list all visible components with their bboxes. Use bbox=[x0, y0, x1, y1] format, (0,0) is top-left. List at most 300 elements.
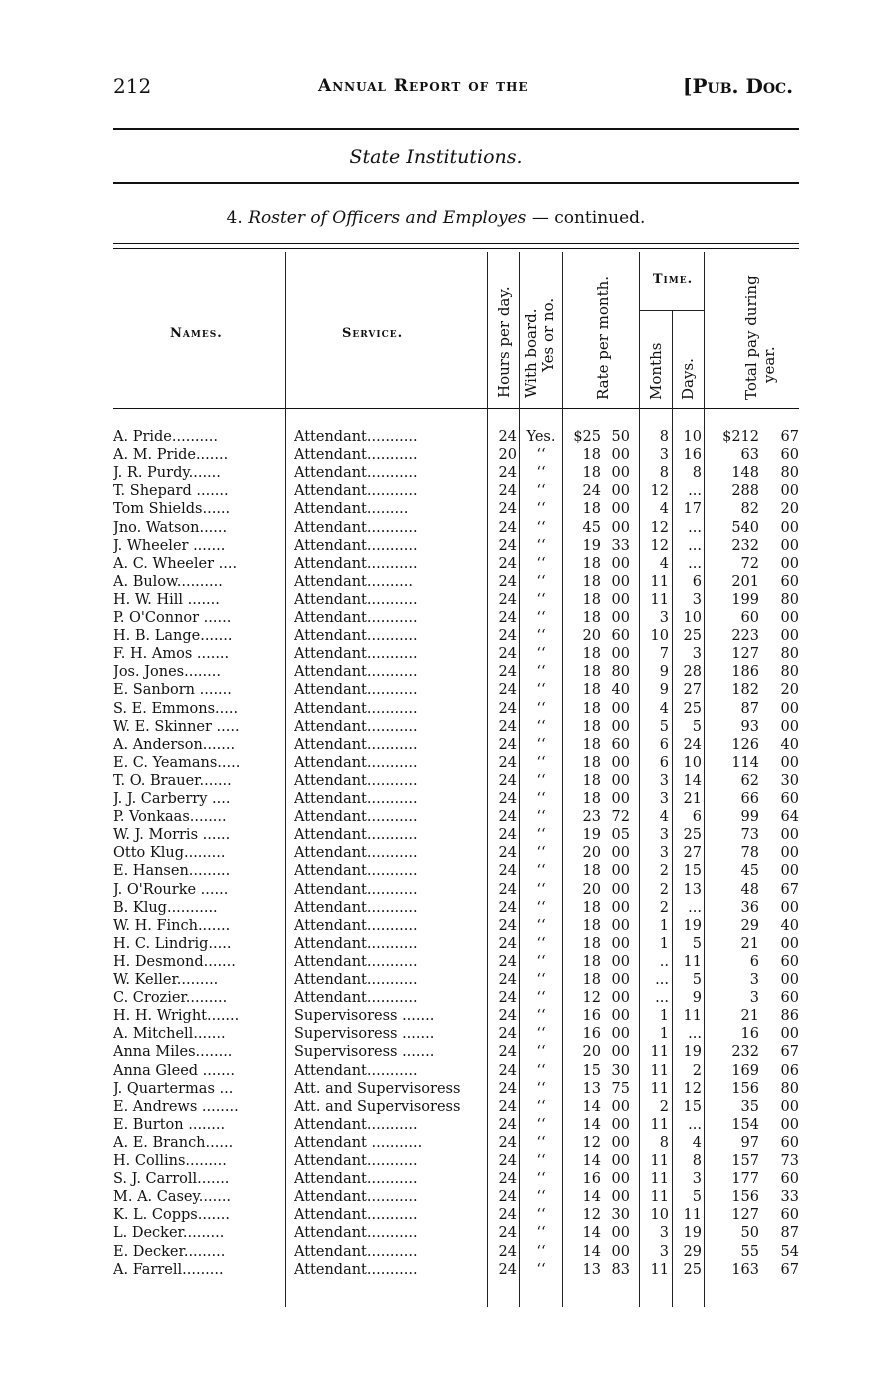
cell-board: ‘‘ bbox=[536, 1261, 546, 1278]
cell-board: ‘‘ bbox=[536, 483, 546, 500]
cell-days: 19 bbox=[683, 1044, 702, 1061]
cell-name: A. Anderson....... bbox=[113, 736, 236, 753]
cell-hours: 24 bbox=[498, 700, 517, 717]
cell-board: ‘‘ bbox=[536, 700, 546, 717]
cell-total-cents: 67 bbox=[780, 881, 799, 898]
cell-days: 6 bbox=[692, 809, 702, 826]
cell-rate-dollars: 20 bbox=[582, 845, 601, 862]
cell-name: E. Andrews ........ bbox=[113, 1098, 239, 1115]
cell-total-dollars: 126 bbox=[731, 736, 759, 753]
cell-rate-dollars: 12 bbox=[582, 1207, 601, 1224]
cell-total-dollars: 63 bbox=[740, 447, 759, 464]
cell-months: 8 bbox=[659, 429, 669, 445]
cell-name: T. O. Brauer....... bbox=[113, 772, 232, 789]
cell-board: ‘‘ bbox=[536, 447, 546, 464]
cell-rate-dollars: 14 bbox=[582, 1153, 601, 1169]
cell-hours: 24 bbox=[498, 772, 517, 789]
cell-hours: 24 bbox=[498, 791, 517, 807]
cell-hours: 24 bbox=[498, 1116, 517, 1133]
cell-total-cents: 80 bbox=[780, 591, 799, 608]
cell-service: Attendant........... bbox=[294, 718, 418, 735]
cell-board: ‘‘ bbox=[536, 537, 546, 554]
cell-hours: 24 bbox=[498, 555, 517, 572]
cell-service: Attendant........... bbox=[294, 1207, 418, 1224]
col-hours: Hours per day. bbox=[495, 286, 513, 398]
cell-hours: 24 bbox=[498, 591, 517, 608]
cell-name: W. J. Morris ...... bbox=[113, 827, 231, 844]
cell-months: .. bbox=[659, 953, 669, 970]
cell-months: 3 bbox=[659, 791, 669, 807]
cell-total-cents: 54 bbox=[780, 1243, 799, 1260]
cell-months: 7 bbox=[659, 646, 669, 663]
cell-total-cents: 60 bbox=[780, 1207, 799, 1224]
cell-total-cents: 80 bbox=[780, 646, 799, 663]
page-number: 212 bbox=[113, 74, 152, 98]
cell-name: L. Decker......... bbox=[113, 1225, 225, 1242]
cell-board: ‘‘ bbox=[536, 1153, 546, 1169]
cell-rate-cents: 00 bbox=[611, 610, 630, 626]
cell-name: E. C. Yeamans..... bbox=[113, 754, 241, 771]
cell-total-dollars: 182 bbox=[731, 682, 759, 699]
cell-days: ... bbox=[688, 483, 702, 500]
cell-total-cents: 60 bbox=[780, 447, 799, 464]
cell-service: Attendant.......... bbox=[294, 573, 413, 590]
cell-total-cents: 00 bbox=[780, 827, 799, 844]
cell-total-dollars: 60 bbox=[740, 610, 759, 626]
cell-days: ... bbox=[688, 899, 702, 916]
cell-board: ‘‘ bbox=[536, 1008, 546, 1025]
cell-rate-dollars: 18 bbox=[582, 573, 601, 590]
table-row bbox=[0, 700, 872, 718]
table-row bbox=[0, 1025, 872, 1043]
cell-service: Attendant........... bbox=[294, 899, 418, 916]
cell-service: Supervisoress ....... bbox=[294, 1044, 435, 1061]
cell-hours: 24 bbox=[498, 1080, 517, 1097]
cell-days: 27 bbox=[683, 845, 702, 862]
cell-service: Attendant........... bbox=[294, 953, 418, 970]
cell-name: E. Burton ........ bbox=[113, 1116, 226, 1133]
cell-months: 3 bbox=[659, 845, 669, 862]
col-months: Months bbox=[647, 342, 665, 400]
cell-days: 3 bbox=[692, 646, 702, 663]
cell-rate-cents: 00 bbox=[611, 1134, 630, 1151]
cell-days: 3 bbox=[692, 591, 702, 608]
cell-name: C. Crozier......... bbox=[113, 990, 228, 1007]
cell-hours: 24 bbox=[498, 953, 517, 970]
cell-total-dollars: 21 bbox=[740, 1008, 759, 1025]
cell-hours: 24 bbox=[498, 863, 517, 880]
cell-hours: 24 bbox=[498, 465, 517, 482]
cell-rate-cents: 00 bbox=[611, 899, 630, 916]
cell-rate-dollars: 18 bbox=[582, 700, 601, 717]
cell-service: Attendant........... bbox=[294, 863, 418, 880]
running-header bbox=[0, 74, 872, 106]
cell-service: Attendant........... bbox=[294, 809, 418, 826]
cell-rate-cents: 00 bbox=[611, 447, 630, 464]
table-row bbox=[0, 537, 872, 555]
table-row bbox=[0, 519, 872, 537]
cell-months: 11 bbox=[650, 1189, 669, 1206]
cell-rate-dollars: 14 bbox=[582, 1243, 601, 1260]
cell-hours: 24 bbox=[498, 899, 517, 916]
cell-total-dollars: 87 bbox=[740, 700, 759, 717]
cell-hours: 24 bbox=[498, 628, 517, 645]
cell-total-dollars: 127 bbox=[731, 646, 759, 663]
cell-service: Attendant........... bbox=[294, 682, 418, 699]
cell-service: Attendant........... bbox=[294, 555, 418, 572]
cell-service: Attendant........... bbox=[294, 610, 418, 626]
cell-total-cents: 00 bbox=[780, 555, 799, 572]
cell-service: Attendant........... bbox=[294, 935, 418, 952]
cell-board: ‘‘ bbox=[536, 899, 546, 916]
cell-total-dollars: 156 bbox=[731, 1080, 759, 1097]
cell-rate-cents: 00 bbox=[611, 791, 630, 807]
table-row bbox=[0, 808, 872, 826]
cell-hours: 24 bbox=[498, 1261, 517, 1278]
cell-days: 5 bbox=[692, 935, 702, 952]
cell-total-cents: 00 bbox=[780, 610, 799, 626]
cell-board: ‘‘ bbox=[536, 935, 546, 952]
cell-months: 9 bbox=[659, 682, 669, 699]
table-row bbox=[0, 826, 872, 844]
cell-service: Attendant........... bbox=[294, 845, 418, 862]
cell-total-dollars: 3 bbox=[749, 990, 759, 1007]
cell-rate-dollars: 20 bbox=[582, 1044, 601, 1061]
section-rule bbox=[113, 182, 799, 184]
cell-board: ‘‘ bbox=[536, 1044, 546, 1061]
cell-board: ‘‘ bbox=[536, 791, 546, 807]
cell-days: ... bbox=[688, 555, 702, 572]
cell-name: W. Keller......... bbox=[113, 972, 219, 988]
cell-days: 25 bbox=[683, 1261, 702, 1278]
cell-rate-cents: 00 bbox=[611, 465, 630, 482]
cell-days: ... bbox=[688, 1026, 702, 1043]
cell-total-cents: 67 bbox=[780, 1044, 799, 1061]
cell-service: Supervisoress ....... bbox=[294, 1026, 435, 1043]
cell-board: ‘‘ bbox=[536, 1098, 546, 1115]
section-title: State Institutions. bbox=[349, 146, 523, 168]
cell-rate-dollars: 15 bbox=[582, 1062, 601, 1079]
cell-service: Attendant........... bbox=[294, 1261, 418, 1278]
cell-months: 11 bbox=[650, 1153, 669, 1169]
cell-rate-cents: 00 bbox=[611, 1098, 630, 1115]
cell-total-cents: 80 bbox=[780, 465, 799, 482]
cell-board: ‘‘ bbox=[536, 1116, 546, 1133]
cell-hours: 24 bbox=[498, 519, 517, 536]
cell-board: ‘‘ bbox=[536, 664, 546, 681]
cell-rate-cents: 00 bbox=[611, 953, 630, 970]
cell-days: 24 bbox=[683, 736, 702, 753]
cell-name: Anna Gleed ....... bbox=[113, 1062, 235, 1079]
cell-total-cents: 64 bbox=[780, 809, 799, 826]
table-row bbox=[0, 1080, 872, 1098]
cell-total-cents: 06 bbox=[780, 1062, 799, 1079]
cell-hours: 24 bbox=[498, 664, 517, 681]
cell-rate-cents: 00 bbox=[611, 1243, 630, 1260]
cell-months: 2 bbox=[659, 863, 669, 880]
cell-days: 10 bbox=[683, 754, 702, 771]
cell-total-dollars: 232 bbox=[731, 1044, 759, 1061]
cell-name: J. O'Rourke ...... bbox=[113, 881, 229, 898]
table-row bbox=[0, 862, 872, 880]
cell-total-dollars: 16 bbox=[740, 1026, 759, 1043]
cell-months: 1 bbox=[659, 1026, 669, 1043]
cell-service: Attendant........... bbox=[294, 1171, 418, 1188]
table-row bbox=[0, 935, 872, 953]
cell-rate-cents: 00 bbox=[611, 1044, 630, 1061]
cell-total-dollars: 6 bbox=[749, 953, 759, 970]
header-bottom-rule bbox=[113, 408, 799, 409]
cell-name: A. E. Branch...... bbox=[113, 1134, 234, 1151]
cell-name: Jos. Jones........ bbox=[113, 664, 221, 681]
cell-total-cents: 60 bbox=[780, 1134, 799, 1151]
cell-rate-cents: 00 bbox=[611, 881, 630, 898]
cell-total-dollars: 3 bbox=[749, 972, 759, 988]
cell-rate-dollars: 19 bbox=[582, 537, 601, 554]
cell-months: 3 bbox=[659, 610, 669, 626]
cell-hours: 24 bbox=[498, 1008, 517, 1025]
cell-rate-dollars: 18 bbox=[582, 917, 601, 934]
cell-total-dollars: 232 bbox=[731, 537, 759, 554]
cell-name: P. Vonkaas........ bbox=[113, 809, 227, 826]
table-row bbox=[0, 1188, 872, 1206]
cell-total-dollars: 114 bbox=[731, 754, 759, 771]
cell-service: Attendant........... bbox=[294, 483, 418, 500]
cell-rate-cents: 00 bbox=[611, 1008, 630, 1025]
cell-total-dollars: 223 bbox=[731, 628, 759, 645]
cell-months: 1 bbox=[659, 917, 669, 934]
table-row bbox=[0, 844, 872, 862]
cell-days: 14 bbox=[683, 772, 702, 789]
cell-service: Attendant........... bbox=[294, 972, 418, 988]
cell-hours: 24 bbox=[498, 917, 517, 934]
cell-name: A. Mitchell....... bbox=[113, 1026, 226, 1043]
cell-total-cents: 00 bbox=[780, 537, 799, 554]
cell-service: Attendant........... bbox=[294, 519, 418, 536]
cell-service: Attendant........... bbox=[294, 429, 418, 445]
cell-board: ‘‘ bbox=[536, 1080, 546, 1097]
cell-months: 4 bbox=[659, 809, 669, 826]
cell-rate-cents: 00 bbox=[611, 591, 630, 608]
cell-total-dollars: 540 bbox=[731, 519, 759, 536]
cell-rate-dollars: 14 bbox=[582, 1116, 601, 1133]
cell-rate-dollars: 12 bbox=[582, 1134, 601, 1151]
cell-total-cents: 60 bbox=[780, 573, 799, 590]
cell-days: 3 bbox=[692, 1171, 702, 1188]
cell-hours: 24 bbox=[498, 1171, 517, 1188]
cell-days: 5 bbox=[692, 972, 702, 988]
cell-name: M. A. Casey....... bbox=[113, 1189, 232, 1206]
cell-service: Attendant........... bbox=[294, 1116, 418, 1133]
table-row bbox=[0, 1062, 872, 1080]
cell-service: Attendant........... bbox=[294, 881, 418, 898]
table-row bbox=[0, 953, 872, 971]
cell-months: 3 bbox=[659, 1243, 669, 1260]
cell-rate-cents: 00 bbox=[611, 1116, 630, 1133]
cell-days: 10 bbox=[683, 610, 702, 626]
cell-rate-dollars: 16 bbox=[582, 1008, 601, 1025]
cell-total-cents: 00 bbox=[780, 1098, 799, 1115]
table-top-rule bbox=[113, 243, 799, 244]
cell-total-cents: 00 bbox=[780, 628, 799, 645]
cell-hours: 24 bbox=[498, 845, 517, 862]
cell-rate-cents: 00 bbox=[611, 772, 630, 789]
cell-rate-cents: 00 bbox=[611, 646, 630, 663]
cell-total-dollars: 50 bbox=[740, 1225, 759, 1242]
cell-name: H. C. Lindrig..... bbox=[113, 935, 232, 952]
running-right: [Pub. Doc. bbox=[683, 74, 794, 98]
top-rule bbox=[113, 128, 799, 130]
cell-total-cents: 00 bbox=[780, 863, 799, 880]
cell-rate-dollars: 18 bbox=[582, 610, 601, 626]
cell-months: 12 bbox=[650, 537, 669, 554]
cell-board: ‘‘ bbox=[536, 1225, 546, 1242]
cell-hours: 24 bbox=[498, 610, 517, 626]
cell-total-cents: 00 bbox=[780, 1116, 799, 1133]
cell-days: 2 bbox=[692, 1062, 702, 1079]
cell-rate-cents: 00 bbox=[611, 972, 630, 988]
cell-total-cents: 00 bbox=[780, 754, 799, 771]
cell-rate-dollars: 12 bbox=[582, 990, 601, 1007]
cell-total-cents: 87 bbox=[780, 1225, 799, 1242]
table-row bbox=[0, 754, 872, 772]
cell-rate-cents: 05 bbox=[611, 827, 630, 844]
table-row bbox=[0, 1224, 872, 1242]
cell-months: 2 bbox=[659, 1098, 669, 1115]
cell-total-cents: 86 bbox=[780, 1008, 799, 1025]
cell-hours: 20 bbox=[498, 447, 517, 464]
cell-total-cents: 00 bbox=[780, 845, 799, 862]
cell-board: ‘‘ bbox=[536, 1062, 546, 1079]
cell-name: H. W. Hill ....... bbox=[113, 591, 220, 608]
cell-rate-cents: 00 bbox=[611, 863, 630, 880]
cell-months: 3 bbox=[659, 772, 669, 789]
running-title: Annual Report of the bbox=[318, 76, 529, 96]
cell-months: 8 bbox=[659, 465, 669, 482]
cell-rate-cents: 00 bbox=[611, 935, 630, 952]
cell-months: 6 bbox=[659, 736, 669, 753]
col-service: Service. bbox=[342, 326, 404, 341]
cell-months: 5 bbox=[659, 718, 669, 735]
cell-total-dollars: 288 bbox=[731, 483, 759, 500]
cell-board: ‘‘ bbox=[536, 917, 546, 934]
cell-rate-dollars: 18 bbox=[582, 935, 601, 952]
col-total-2: year. bbox=[760, 346, 778, 383]
cell-name: Jno. Watson...... bbox=[113, 519, 228, 536]
cell-service: Attendant........... bbox=[294, 1062, 418, 1079]
cell-total-dollars: 78 bbox=[740, 845, 759, 862]
cell-hours: 24 bbox=[498, 1134, 517, 1151]
cell-days: 11 bbox=[683, 953, 702, 970]
cell-board: ‘‘ bbox=[536, 718, 546, 735]
col-rate: Rate per month. bbox=[594, 275, 612, 400]
cell-total-dollars: 169 bbox=[731, 1062, 759, 1079]
cell-total-dollars: $212 bbox=[722, 429, 759, 445]
cell-days: 8 bbox=[692, 1153, 702, 1169]
table-row bbox=[0, 971, 872, 989]
cell-hours: 24 bbox=[498, 935, 517, 952]
cell-name: T. Shepard ....... bbox=[113, 483, 229, 500]
cell-total-dollars: 157 bbox=[731, 1153, 759, 1169]
table-row bbox=[0, 681, 872, 699]
cell-board: ‘‘ bbox=[536, 1189, 546, 1206]
cell-months: 2 bbox=[659, 899, 669, 916]
cell-name: J. Quartermas ... bbox=[113, 1080, 234, 1097]
cell-board: ‘‘ bbox=[536, 953, 546, 970]
cell-hours: 24 bbox=[498, 1044, 517, 1061]
cell-name: A. M. Pride....... bbox=[113, 447, 229, 464]
cell-board: ‘‘ bbox=[536, 827, 546, 844]
cell-days: 29 bbox=[683, 1243, 702, 1260]
cell-rate-cents: 40 bbox=[611, 682, 630, 699]
col-days: Days. bbox=[679, 358, 697, 400]
cell-name: P. O'Connor ...... bbox=[113, 610, 232, 626]
cell-rate-cents: 83 bbox=[611, 1261, 630, 1278]
cell-board: ‘‘ bbox=[536, 1026, 546, 1043]
cell-days: 25 bbox=[683, 628, 702, 645]
cell-rate-dollars: 14 bbox=[582, 1225, 601, 1242]
cell-total-cents: 60 bbox=[780, 990, 799, 1007]
cell-rate-cents: 00 bbox=[611, 501, 630, 518]
table-row bbox=[0, 428, 872, 446]
cell-total-dollars: 82 bbox=[740, 501, 759, 518]
cell-total-cents: 00 bbox=[780, 700, 799, 717]
cell-days: ... bbox=[688, 519, 702, 536]
cell-total-cents: 00 bbox=[780, 1026, 799, 1043]
cell-board: ‘‘ bbox=[536, 1207, 546, 1224]
table-row bbox=[0, 446, 872, 464]
cell-days: 12 bbox=[683, 1080, 702, 1097]
cell-hours: 24 bbox=[498, 736, 517, 753]
cell-name: A. C. Wheeler .... bbox=[113, 555, 238, 572]
cell-rate-cents: 00 bbox=[611, 1225, 630, 1242]
cell-hours: 24 bbox=[498, 573, 517, 590]
col-board-1: With board. bbox=[522, 308, 540, 398]
cell-name: W. E. Skinner ..... bbox=[113, 718, 240, 735]
cell-days: 11 bbox=[683, 1207, 702, 1224]
cell-name: H. B. Lange....... bbox=[113, 628, 233, 645]
cell-total-dollars: 201 bbox=[731, 573, 759, 590]
cell-months: ... bbox=[655, 990, 669, 1007]
cell-hours: 24 bbox=[498, 1207, 517, 1224]
cell-name: S. J. Carroll....... bbox=[113, 1171, 230, 1188]
cell-rate-cents: 00 bbox=[611, 754, 630, 771]
cell-name: A. Pride.......... bbox=[113, 429, 218, 445]
cell-board: Yes. bbox=[526, 429, 556, 445]
cell-months: 8 bbox=[659, 1134, 669, 1151]
table-row bbox=[0, 1243, 872, 1261]
cell-hours: 24 bbox=[498, 1062, 517, 1079]
cell-board: ‘‘ bbox=[536, 990, 546, 1007]
cell-days: 13 bbox=[683, 881, 702, 898]
cell-months: 11 bbox=[650, 591, 669, 608]
table-row bbox=[0, 718, 872, 736]
cell-months: 4 bbox=[659, 700, 669, 717]
cell-months: 3 bbox=[659, 447, 669, 464]
cell-board: ‘‘ bbox=[536, 809, 546, 826]
table-row bbox=[0, 500, 872, 518]
cell-rate-dollars: 13 bbox=[582, 1261, 601, 1278]
cell-board: ‘‘ bbox=[536, 845, 546, 862]
cell-total-dollars: 29 bbox=[740, 917, 759, 934]
cell-days: 25 bbox=[683, 827, 702, 844]
cell-name: A. Bulow.......... bbox=[113, 573, 223, 590]
cell-name: K. L. Copps....... bbox=[113, 1207, 230, 1224]
cell-total-cents: 33 bbox=[780, 1189, 799, 1206]
cell-days: 16 bbox=[683, 447, 702, 464]
cell-total-cents: 80 bbox=[780, 1080, 799, 1097]
table-row bbox=[0, 772, 872, 790]
